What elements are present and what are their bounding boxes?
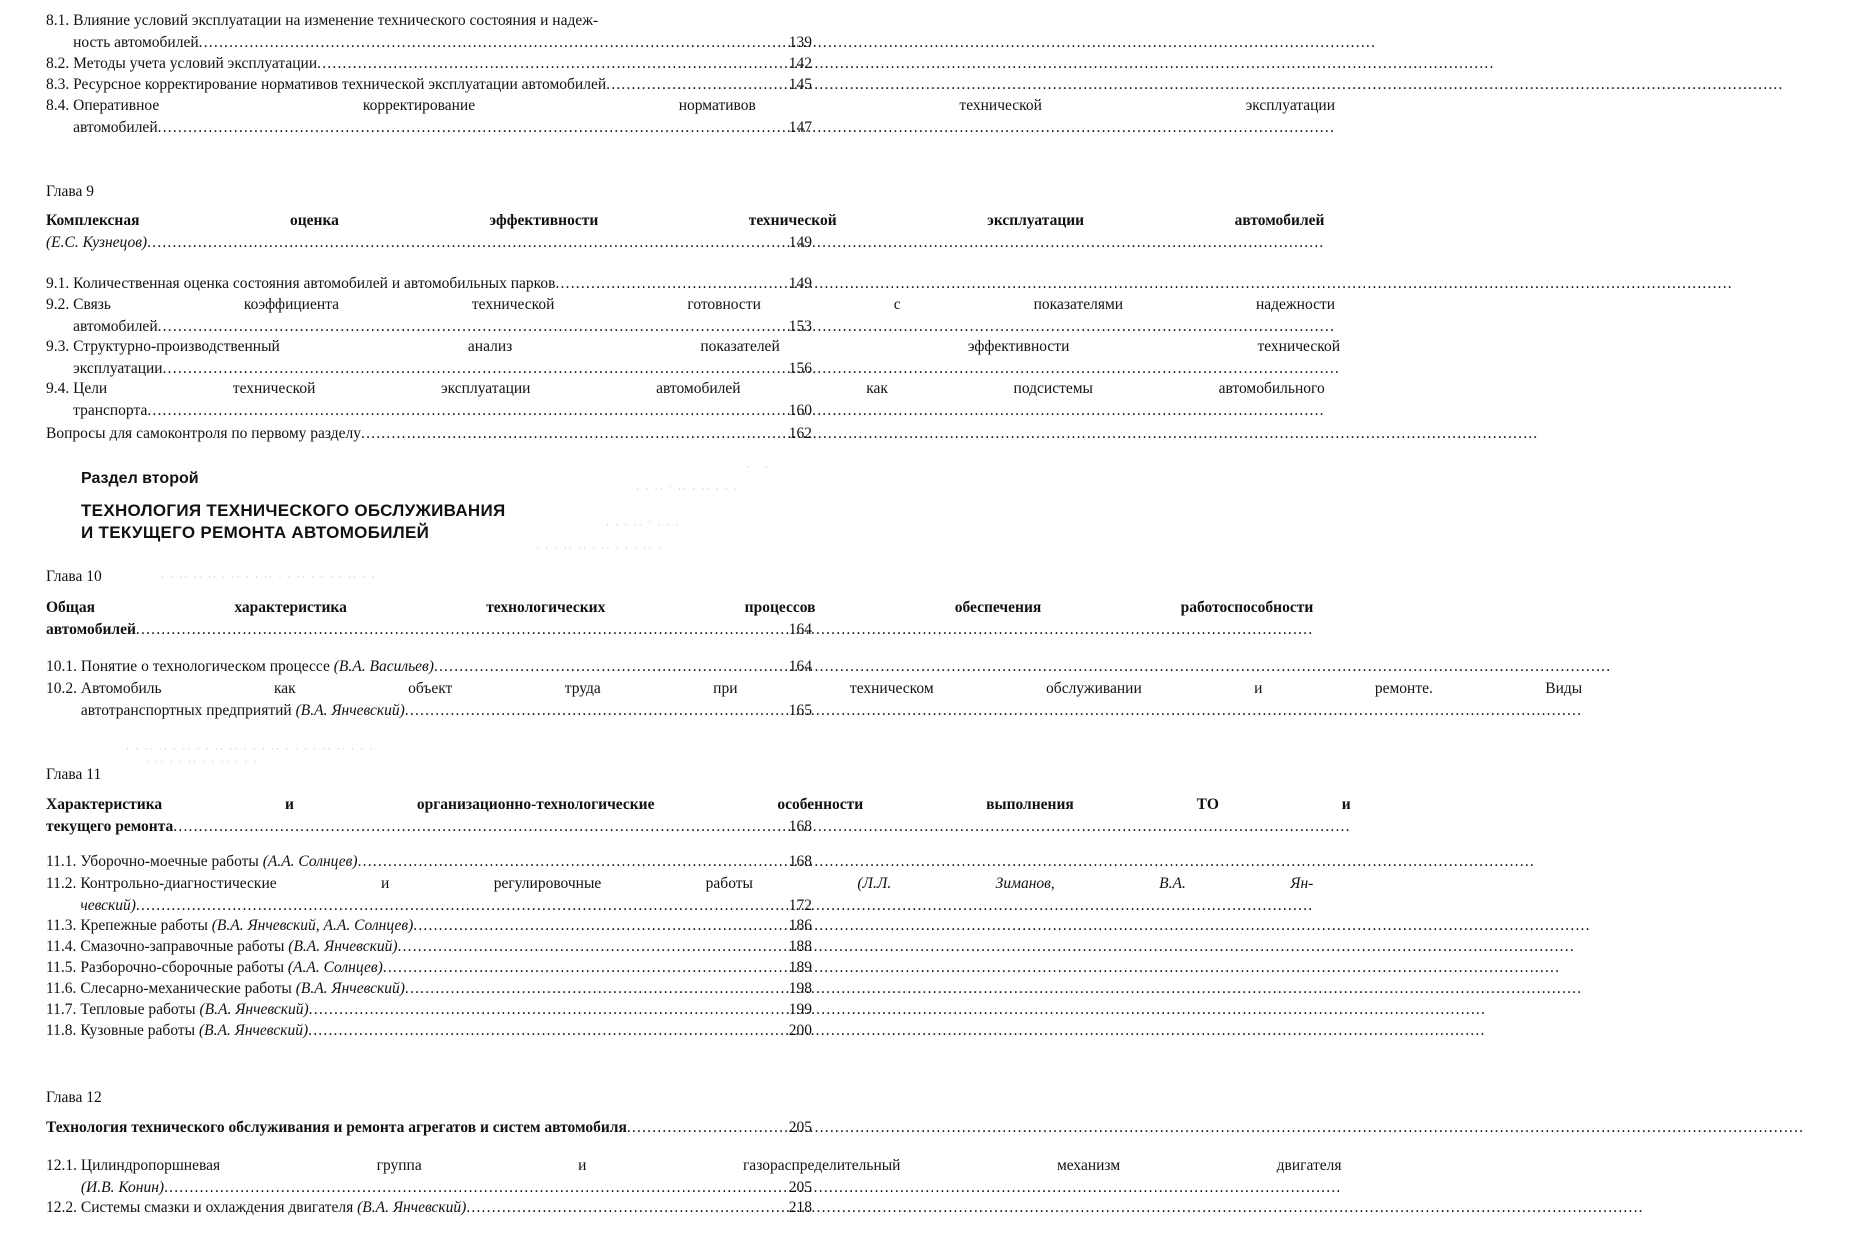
chapter-title-cont: автомобилей <box>46 620 136 638</box>
entry-number: 11.7. <box>46 1001 81 1018</box>
entry-text: Структурно-производственный анализ показателей эффективности технической <box>73 338 1340 355</box>
entry-text: Кузовные работы <box>80 1022 199 1039</box>
entry-page: 162 <box>788 425 812 442</box>
entry-page: 139 <box>788 33 812 51</box>
entry-page: 145 <box>788 76 812 93</box>
scan-noise: · ·· · · ·· · · ·· · · · <box>146 757 259 767</box>
chapter-title-cont: текущего ремонта <box>46 817 174 835</box>
scan-noise: · · ·· ·· ·· · ·· · · ·· · · ·· · · · · ·· · · <box>161 572 377 582</box>
entry-author: (В.А. Васильев) <box>333 658 434 675</box>
toc-entry-12-2 <box>46 1197 812 1219</box>
entry-text: Вопросы для самоконтроля по первому разделу <box>46 425 362 442</box>
entry-text: Понятие о технологическом процессе <box>80 658 334 675</box>
toc-entry-9-2 <box>46 294 1336 337</box>
entry-page: 153 <box>788 317 812 335</box>
chapter-page: 164 <box>788 620 812 638</box>
entry-text-cont: автомобилей <box>73 118 158 136</box>
entry-number: 9.1. <box>46 275 74 292</box>
toc-entry-11-8 <box>46 1020 812 1042</box>
scan-noise: · · ·· ·· · ·· · · ·· ·· · · · ·· · · · · ·· ·· · · · <box>126 744 375 754</box>
entry-page: 199 <box>788 1001 812 1018</box>
entry-text-cont: эксплуатации <box>73 359 163 377</box>
entry-page: 189 <box>788 959 812 976</box>
toc-entry-11-2 <box>46 873 1314 916</box>
entry-author: (Л.Л. Зиманов, В.А. Ян- <box>857 875 1314 892</box>
chapter-author: (Е.С. Кузнецов) <box>46 233 148 251</box>
entry-text: Автомобиль как объект труда при техническом обслуживании и ремонте. Виды <box>80 680 1583 697</box>
entry-number: 12.1. <box>46 1157 81 1174</box>
chapter-12-heading <box>46 1117 812 1139</box>
chapter-12-label: Глава 12 <box>46 1089 102 1106</box>
entry-page: 188 <box>788 938 812 955</box>
section-title <box>81 500 812 544</box>
toc-entry-8-1 <box>46 10 812 53</box>
entry-author-cont: чевский) <box>80 896 136 914</box>
entry-page: 156 <box>788 359 812 377</box>
entry-number: 11.6. <box>46 980 81 997</box>
entry-text: Слесарно-механические работы <box>80 980 296 997</box>
toc-entry-12-1 <box>46 1155 1342 1198</box>
chapter-page: 205 <box>788 1119 812 1136</box>
entry-number: 9.2. <box>46 296 74 313</box>
entry-number: 10.2. <box>46 680 81 697</box>
toc-entry-10-1 <box>46 656 812 678</box>
entry-number: 8.3. <box>46 76 74 93</box>
toc-entry-11-5 <box>46 957 812 979</box>
entry-number: 11.4. <box>46 938 81 955</box>
chapter-title: Технология технического обслуживания и ремонта агрегатов и систем автомобиля <box>46 1119 627 1136</box>
entry-text-cont: автомобилей <box>73 317 158 335</box>
entry-page: 200 <box>788 1022 812 1039</box>
entry-text-cont: ность автомобилей <box>73 33 199 51</box>
chapter-11-heading <box>46 794 1351 837</box>
toc-entry-9-3 <box>46 336 1340 379</box>
entry-text: Количественная оценка состояния автомобилей и автомобильных парков <box>73 275 556 292</box>
chapter-page: 149 <box>788 233 812 251</box>
chapter-10-label: Глава 10 <box>46 568 102 585</box>
toc-entry-9-1 <box>46 273 812 295</box>
entry-author: (В.А. Янчевский) <box>199 1001 309 1018</box>
entry-number: 11.1. <box>46 853 81 870</box>
scan-noise: · ˙ · <box>746 462 770 472</box>
entry-number: 8.1. <box>46 12 74 29</box>
scan-noise: · · · ·· ·· · ·· · · · ·· · <box>536 543 663 553</box>
chapter-10-heading <box>46 597 1314 640</box>
section-title-line2: И ТЕКУЩЕГО РЕМОНТА АВТОМОБИЛЕЙ <box>81 523 430 542</box>
entry-number: 11.8. <box>46 1022 81 1039</box>
toc-entry-11-3 <box>46 915 812 937</box>
chapter-title: Комплексная оценка эффективности технической эксплуатации автомобилей <box>46 212 1325 229</box>
entry-page: 147 <box>788 118 812 136</box>
chapter-9-heading <box>46 210 1325 253</box>
scan-noise: · · ·· ˙ ·· · ·· · · · <box>636 484 740 494</box>
toc-entry-11-1 <box>46 851 812 873</box>
toc-entry-8-2 <box>46 53 812 75</box>
toc-entry-11-6 <box>46 978 812 1000</box>
section-title-line1: ТЕХНОЛОГИЯ ТЕХНИЧЕСКОГО ОБСЛУЖИВАНИЯ <box>81 501 506 520</box>
entry-text: Влияние условий эксплуатации на изменение технического состояния и надеж- <box>73 12 599 29</box>
entry-number: 11.3. <box>46 917 81 934</box>
entry-page: 142 <box>788 55 812 72</box>
entry-number: 11.5. <box>46 959 81 976</box>
entry-page: 186 <box>788 917 812 934</box>
entry-text: Ресурсное корректирование нормативов технической эксплуатации автомобилей <box>73 76 607 93</box>
entry-number: 11.2. <box>46 875 81 892</box>
entry-text: Тепловые работы <box>80 1001 200 1018</box>
chapter-9-label: Глава 9 <box>46 183 95 200</box>
entry-author: (В.А. Янчевский) <box>357 1199 467 1216</box>
entry-text: Цилиндропоршневая группа и газораспределительный механизм двигателя <box>80 1157 1342 1174</box>
entry-number: 9.3. <box>46 338 74 355</box>
entry-number: 9.4. <box>46 380 74 397</box>
entry-text: Уборочно-моечные работы <box>80 853 263 870</box>
entry-author: (В.А. Янчевский) <box>295 980 405 997</box>
toc-entry-11-4 <box>46 936 812 958</box>
chapter-title: Общая характеристика технологических процессов обеспечения работоспособности <box>46 599 1314 616</box>
toc-entry-questions <box>46 423 812 445</box>
entry-text: Системы смазки и охлаждения двигателя <box>80 1199 358 1216</box>
entry-author: (В.А. Янчевский) <box>288 938 398 955</box>
entry-page: 205 <box>788 1178 812 1196</box>
entry-page: 172 <box>788 896 812 914</box>
toc-entry-8-3 <box>46 74 812 96</box>
entry-text: Смазочно-заправочные работы <box>80 938 289 955</box>
entry-number: 8.4. <box>46 97 74 114</box>
toc-entry-11-7 <box>46 999 812 1021</box>
entry-text-cont: транспорта <box>73 401 148 419</box>
entry-page: 165 <box>788 701 812 719</box>
entry-author: (В.А. Янчевский) <box>198 1022 309 1039</box>
chapter-11-label: Глава 11 <box>46 766 102 783</box>
entry-text: Оперативное корректирование нормативов технической эксплуатации <box>73 97 1336 114</box>
entry-page: 218 <box>788 1199 812 1216</box>
toc-entry-10-2 <box>46 678 1583 721</box>
chapter-title: Характеристика и организационно-технологические особенности выполнения ТО и <box>46 796 1351 813</box>
entry-page: 168 <box>788 853 812 870</box>
entry-author: (И.В. Конин) <box>80 1178 165 1196</box>
entry-author: (А.А. Солнцев) <box>262 853 358 870</box>
entry-page: 198 <box>788 980 812 997</box>
entry-number: 12.2. <box>46 1199 81 1216</box>
entry-page: 160 <box>788 401 812 419</box>
toc-entry-8-4 <box>46 95 1336 138</box>
entry-author: (В.А. Янчевский, А.А. Солнцев) <box>211 917 414 934</box>
entry-text: Крепежные работы <box>80 917 212 934</box>
entry-text: Контрольно-диагностические и регулировочные работы <box>80 875 858 892</box>
chapter-page: 168 <box>788 817 812 835</box>
scan-noise: · · · ·· ˙ · · · <box>606 520 681 530</box>
entry-text: Разборочно-сборочные работы <box>80 959 288 976</box>
entry-page: 164 <box>788 658 812 675</box>
entry-text: Цели технической эксплуатации автомобилей как подсистемы автомобильного <box>73 380 1325 397</box>
section-label: Раздел второй <box>81 470 199 487</box>
entry-page: 149 <box>788 275 812 292</box>
entry-number: 10.1. <box>46 658 81 675</box>
entry-text: Связь коэффициента технической готовности с показателями надежности <box>73 296 1336 313</box>
toc-entry-9-4 <box>46 378 1325 421</box>
entry-author: (В.А. Янчевский) <box>295 701 405 719</box>
entry-author: (А.А. Солнцев) <box>287 959 383 976</box>
entry-text-cont: автотранспортных предприятий <box>80 701 296 719</box>
entry-text: Методы учета условий эксплуатации <box>73 55 318 72</box>
entry-number: 8.2. <box>46 55 74 72</box>
